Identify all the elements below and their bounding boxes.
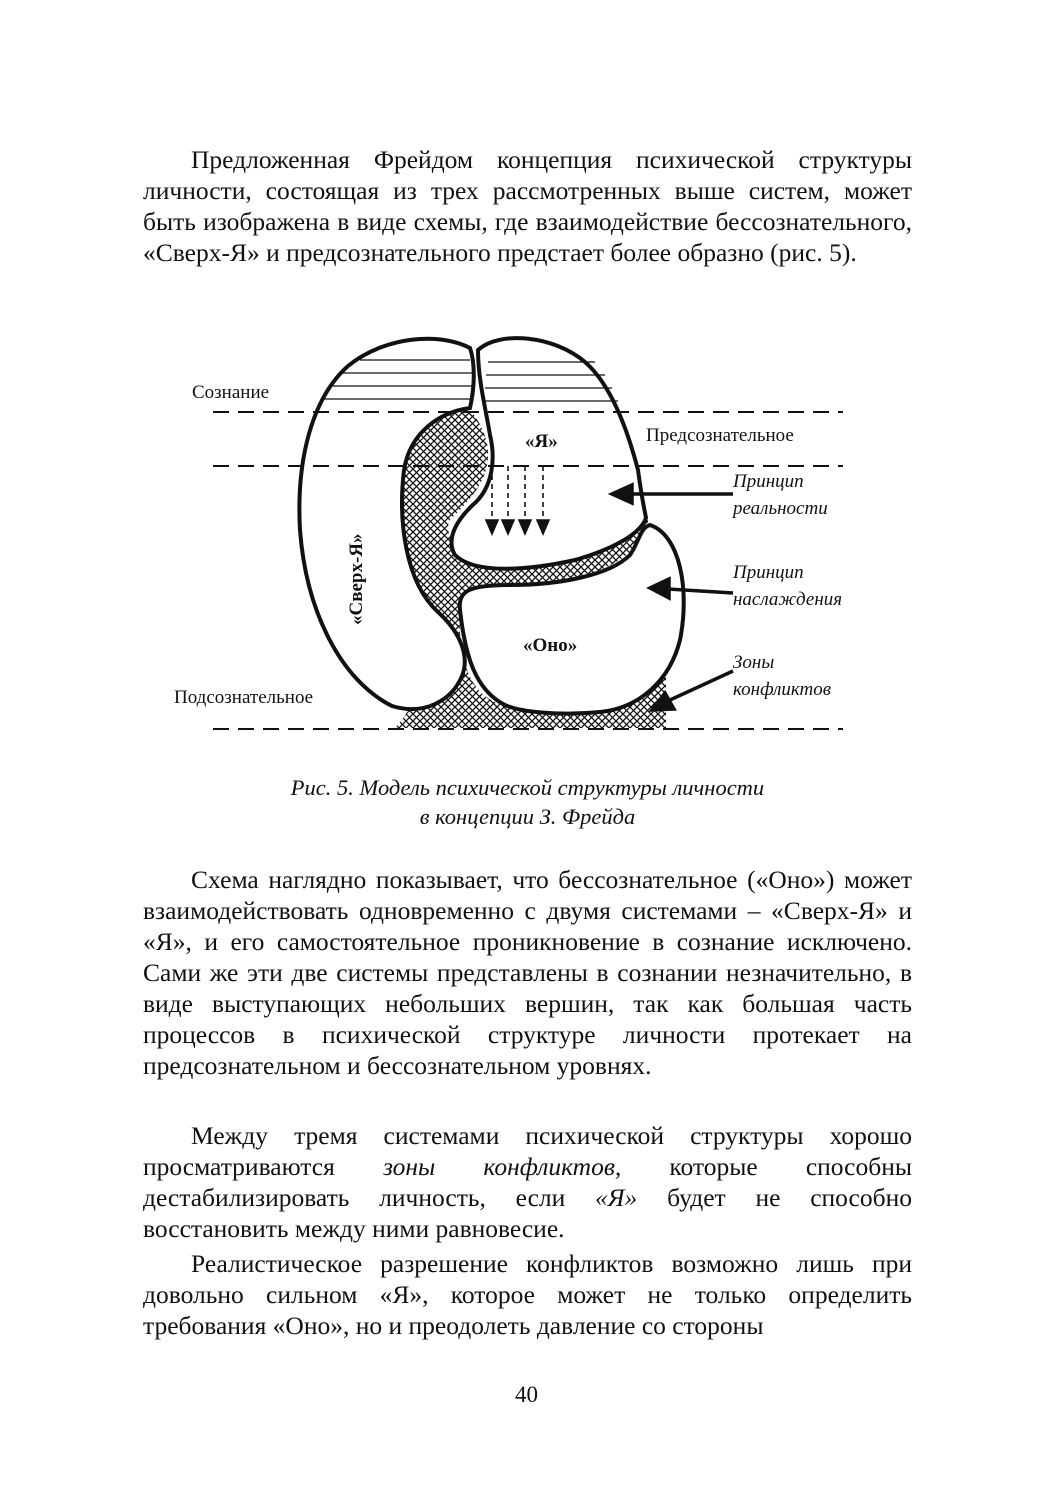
label-reality-line2: реальности [733,498,828,519]
paragraph-conflicts-text-e: будет не способно восстановить между ними равновесие. [143,1183,912,1243]
figure-caption [143,773,912,831]
paragraph-conflicts [143,1120,912,1244]
paragraph-resolution-text: Реалистическое разрешение конфликтов возможно лишь при довольно сильном «Я», которое может не только определить требования «Оно», но и преодолеть давление со стороны [143,1249,912,1340]
figure-caption-line2: в концепции З. Фрейда [419,804,636,829]
paragraph-resolution [143,1248,912,1341]
paragraph-conflicts-emphasis-zones: зоны конфликтов, [382,1152,622,1181]
label-superego: «Сверх-Я» [346,533,367,625]
label-conflict-line1: Зоны [733,652,775,673]
paragraph-scheme [143,864,912,1081]
paragraph-conflicts-emphasis-ego: «Я» [595,1183,638,1212]
label-reality-line1: Принцип [733,471,804,492]
label-pleasure-line2: наслаждения [733,589,843,610]
paragraph-conflicts-text-c: которые способны дестабилизировать личность, если [143,1152,912,1212]
label-conscious: Сознание [192,382,270,403]
label-id: «Оно» [523,635,578,656]
label-ego: «Я» [525,431,558,452]
label-pleasure-line1: Принцип [733,562,804,583]
page-number: 40 [515,1382,538,1407]
label-conflict-line2: конфликтов [733,679,831,700]
paragraph-scheme-text: Схема наглядно показывает, что бессознательное («Оно») может взаимодействовать одновременно с двумя системами – «Сверх-Я» и «Я», и его самостоятельное проникновение в сознание исключено. Сами же эти две системы представлены в сознании незначительно, в виде выступающих небольших вершин, так как большая часть процессов в психической структуре личности протекает на предсознательном и бессознательном уровнях. [143,865,912,1080]
label-preconscious: Предсознательное [646,425,794,446]
paragraph-intro-text: Предложенная Фрейдом концепция психической структуры личности, состоящая из трех рассмотренных выше систем, может быть изображена в виде схемы, где взаимодействие бессознательного, «Сверх-Я» и предсознательного предстает более образно (рис. 5). [143,145,912,267]
conflict-arrow [670,671,733,700]
label-subconscious: Подсознательное [174,687,314,708]
paragraph-conflicts-text-a: Между тремя системами психической структуры хорошо просматриваются [143,1121,912,1181]
figure-caption-line1: Рис. 5. Модель психической структуры личности [290,775,765,800]
